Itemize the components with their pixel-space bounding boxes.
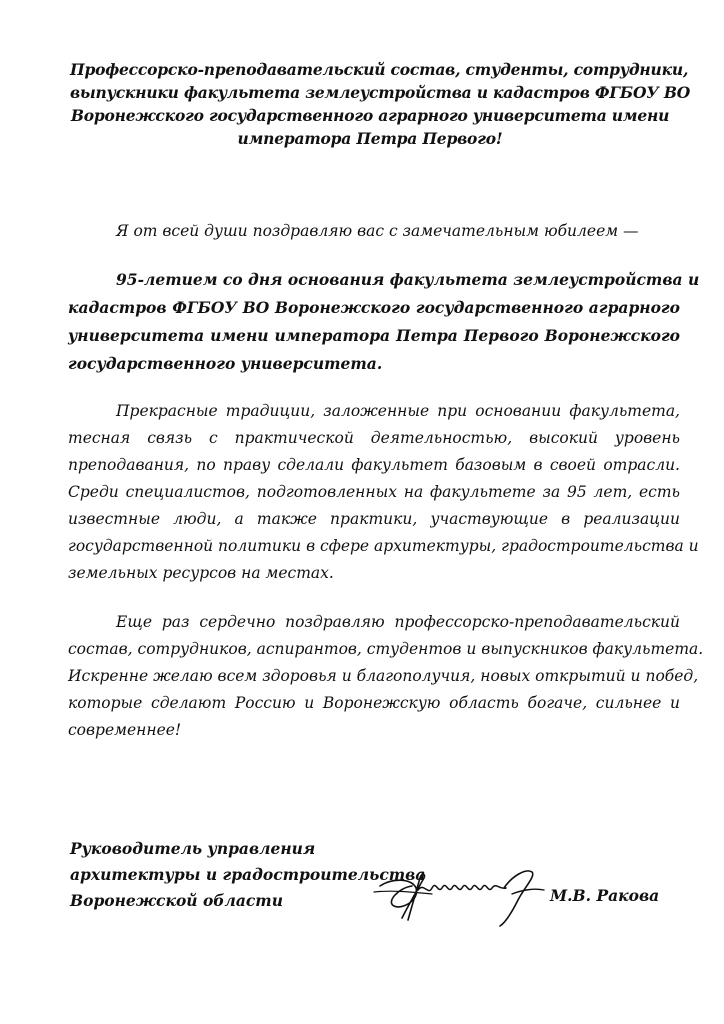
anniversary-paragraph: [68, 266, 700, 378]
heading-line: Воронежского государственного аграрного университета имени: [70, 106, 670, 125]
body-line: преподавания, по праву сделали факультет базовым в своей отрасли.: [68, 456, 680, 474]
greeting-paragraph: [68, 218, 680, 245]
signer-name: М.В. Ракова: [550, 886, 660, 905]
heading-line: выпускники факультета землеустройства и кадастров ФГБОУ ВО: [70, 83, 691, 102]
body-line: Искренне желаю всем здоровья и благополучия, новых открытий и побед,: [68, 667, 699, 685]
body-line: земельных ресурсов на местах.: [68, 564, 334, 582]
body-line: тесная связь с практической деятельностью, высокий уровень: [68, 429, 680, 447]
heading-line: Профессорско-преподавательский состав, студенты, сотрудники,: [70, 60, 689, 79]
signatory-title-line: архитектуры и градостроительства: [70, 865, 426, 884]
greeting-line: Я от всей души поздравляю вас с замечательным юбилеем —: [116, 222, 639, 240]
body-line: Среди специалистов, подготовленных на факультете за 95 лет, есть: [68, 483, 680, 501]
body-line: состав, сотрудников, аспирантов, студентов и выпускников факультета.: [68, 640, 704, 658]
body-line: Прекрасные традиции, заложенные при основании факультета,: [116, 402, 680, 420]
letter-heading: [70, 58, 691, 150]
anniversary-line: университета имени императора Петра Первого Воронежского: [68, 326, 680, 345]
body-line: государственной политики в сфере архитектуры, градостроительства и: [68, 537, 699, 555]
body-line: современнее!: [68, 721, 182, 739]
signatory-title-line: Воронежской области: [70, 891, 283, 910]
body-line: которые сделают Россию и Воронежскую область богаче, сильнее и: [68, 694, 680, 712]
anniversary-line: кадастров ФГБОУ ВО Воронежского государственного аграрного: [68, 298, 680, 317]
anniversary-line: государственного университета.: [68, 354, 383, 373]
heading-line: императора Петра Первого!: [237, 129, 503, 148]
body-line: известные люди, а также практики, участвующие в реализации: [68, 510, 680, 528]
body-line: Еще раз сердечно поздравляю профессорско-преподавательский: [116, 613, 680, 631]
signatory-title-line: Руководитель управления: [70, 839, 316, 858]
handwritten-signature: [372, 848, 552, 938]
traditions-paragraph: [68, 398, 699, 587]
wishes-paragraph: [68, 609, 704, 744]
anniversary-line: 95-летием со дня основания факультета землеустройства и: [116, 270, 700, 289]
